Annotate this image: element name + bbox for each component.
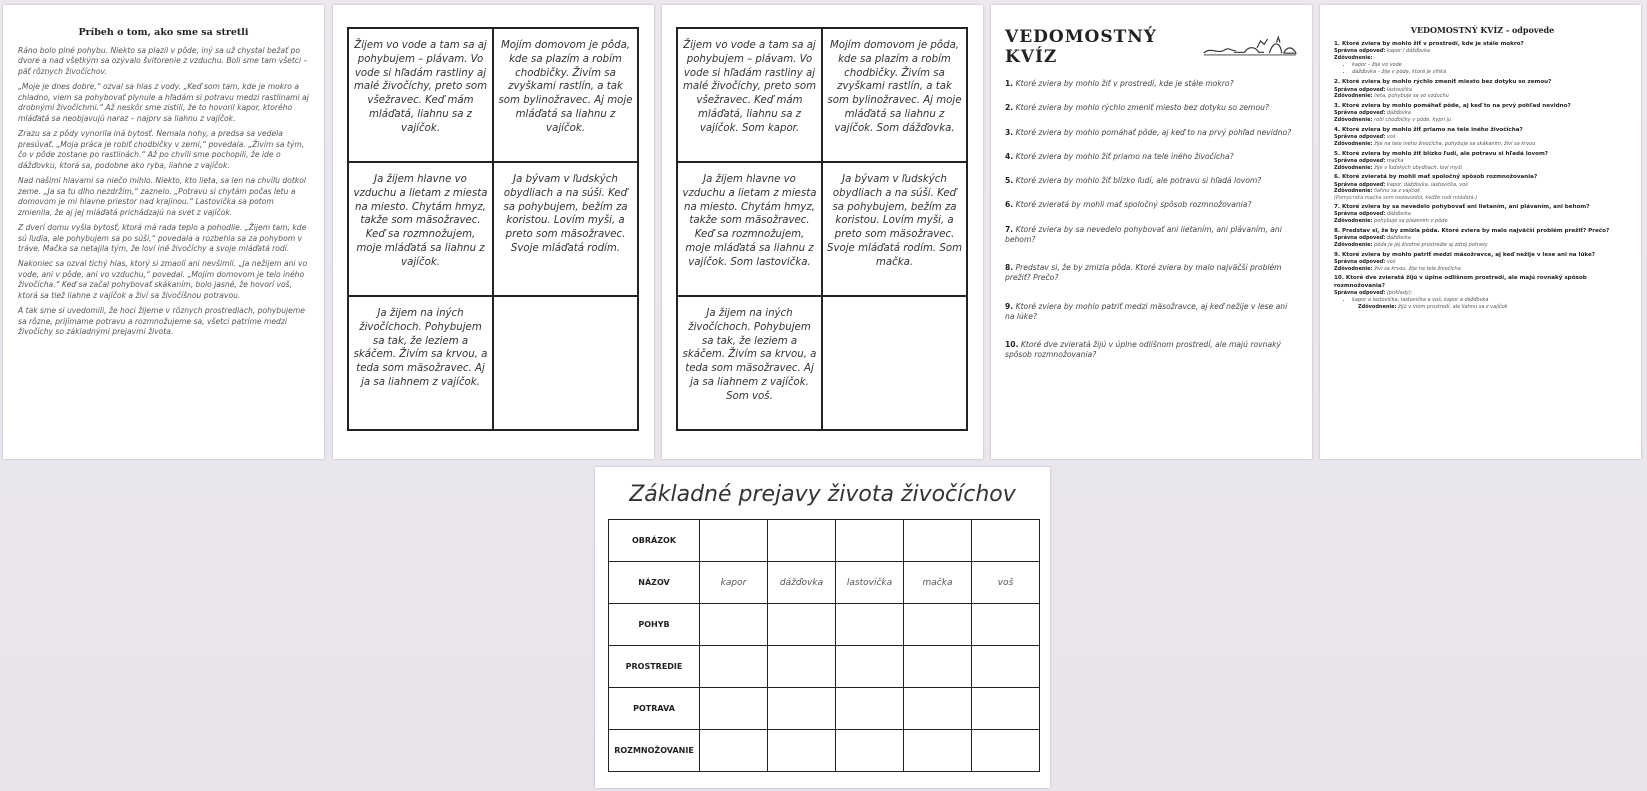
- correct-answer: [1334, 259, 1631, 266]
- answer-block: [1334, 79, 1631, 100]
- quiz-question: [1005, 302, 1298, 323]
- quiz-question: [1005, 152, 1298, 162]
- correct-value: mačka: [1386, 157, 1404, 164]
- reason-label: Zdôvodnenie:: [1334, 265, 1373, 272]
- reason: [1334, 304, 1631, 311]
- question-number: 3.: [1005, 127, 1014, 137]
- correct-label: Správna odpoveď:: [1334, 211, 1386, 218]
- reason: [1334, 165, 1631, 172]
- empty-cell: [904, 688, 972, 730]
- correct-value: voš: [1386, 134, 1396, 141]
- correct-value: kapor, dážďovka, lastovička, voš: [1386, 181, 1468, 188]
- story-title: Príbeh o tom, ako sme sa stretli: [78, 27, 249, 38]
- answer-question: 9. Ktoré zviera by mohlo patriť medzi mäsožravce, aj keď nežije v lese ani na lúke?: [1334, 251, 1596, 258]
- empty-cell: [972, 646, 1040, 688]
- correct-value: dážďovka: [1386, 235, 1411, 242]
- answers-page: [1320, 5, 1641, 459]
- answer-question: 3. Ktoré zviera by mohlo pomáhať pôde, aj keď to na prvý pohľad nevidno?: [1334, 103, 1571, 110]
- row-header: POHYB: [609, 604, 700, 646]
- animal-card: Ja žijem hlavne vo vzduchu a lietam z miesta na miesto. Chytám hmyz, takže som mäsožravec. Keď sa rozmnožujem, moje mláďatá sa liahnu z vajíčok. Som lastovička.: [677, 162, 822, 296]
- reason: [1334, 242, 1631, 249]
- reason-label: Zdôvodnenie:: [1358, 303, 1397, 310]
- question-number: 5.: [1005, 176, 1014, 185]
- table-row: [609, 688, 1040, 730]
- reason-label: Zdôvodnenie:: [1334, 93, 1373, 100]
- quiz-question: [1005, 225, 1298, 246]
- answer-question: 7. Ktoré zviera by sa nevedelo pohybovať ani lietaním, ani plávaním, ani behom?: [1334, 204, 1590, 211]
- story-paragraph: Nakoniec sa ozval tichý hlas, ktorý si zmaolí ani nevšimli. „Ja nežijem ani vo vode, ani v pôde, ani vo vzduchu,“ povedal. „Mojím domovom je telo iného živočícha.“ Keď sa začal pohybovať skákaním, bolo jasné, že hovorí voš, ktorá sa tiež liahne z vajíčok a živí sa živočíšnou potravou.: [18, 259, 308, 300]
- empty-cell: [768, 730, 836, 772]
- question-number: 4.: [1005, 151, 1014, 161]
- correct-answer: [1334, 134, 1631, 141]
- empty-cell: [768, 520, 836, 562]
- quiz-list: [1005, 79, 1298, 361]
- answer-question: 6. Ktoré zvieratá by mohli mať spoločný spôsob rozmnožovania?: [1334, 174, 1538, 181]
- correct-answer: [1334, 235, 1631, 242]
- correct-label: Správna odpoveď:: [1334, 86, 1386, 93]
- empty-cell: [904, 604, 972, 646]
- story-paragraph: A tak sme si uvedomili, že hoci žijeme v rôznych prostrediach, pohybujeme sa rôzne, prijímame potravu a rozmnožujeme sa, všetci patríme medzi živočíchy so základnými prejavmi života.: [18, 306, 305, 337]
- animal-card: Ja žijem na iných živočíchoch. Pohybujem sa tak, že leziem a skáčem. Živím sa krvou, a teda som mäsožravec. Aj ja sa liahnem z vajíčok.: [348, 296, 493, 430]
- reason-label: Zdôvodnenie:: [1334, 140, 1373, 147]
- animal-card: Ja bývam v ľudských obydliach a na súši. Keď sa pohybujem, bežím za koristou. Lovím myši, a preto som mäsožravec. Svoje mláďatá rodím. Som mačka.: [822, 162, 967, 296]
- correct-label: Správna odpoveď:: [1334, 235, 1386, 242]
- correct-answer: [1334, 48, 1631, 55]
- reason-label: Zdôvodnenie:: [1334, 241, 1373, 248]
- answer-list: [1334, 62, 1631, 77]
- answer-question: 4. Ktoré zviera by mohlo žiť priamo na tele iného živočícha?: [1334, 126, 1523, 133]
- empty-cell: [904, 646, 972, 688]
- empty-card: [493, 296, 638, 430]
- question-text: Ktoré dve zvieratá žijú v úplne odlišnom prostredí, ale majú rovnaký spôsob rozmnožovania?: [1005, 340, 1281, 360]
- answer-question: 8. Predstav si, že by zmizla pôda. Ktoré zviera by malo najväčší problém prežiť? Prečo?: [1334, 227, 1610, 234]
- answer-block: [1334, 174, 1631, 201]
- answer-question: 10. Ktoré dve zvieratá žijú v úplne odlišnom prostredí, ale majú rovnaký spôsob rozmnožovania?: [1334, 275, 1587, 289]
- empty-cell: [836, 688, 904, 730]
- cards-page: [333, 5, 654, 459]
- animal-name-cell: mačka: [904, 562, 972, 604]
- row-header: PROSTREDIE: [609, 646, 700, 688]
- question-text: Ktoré zviera by sa nevedelo pohybovať ani lietaním, ani plávaním, ani behom?: [1005, 224, 1282, 244]
- animal-name-cell: lastovička: [836, 562, 904, 604]
- empty-cell: [904, 730, 972, 772]
- story-paragraph: Zrazu sa z pôdy vynorila iná bytosť. Nemala nohy, a predsa sa vedela presúvať. „Moja práca je robiť chodbičky v zemi,“ povedala. „Živím sa tým, čo v pôde zostane po rastlinách.“ Až po chvíli sme pochopili, že ide o dážďovku, ktorá sa, podobne ako ryba, liahne z vajíčok.: [18, 129, 305, 170]
- card-grid: [347, 27, 639, 431]
- quiz-question: [1005, 200, 1298, 210]
- question-text: Ktoré zvieratá by mohli mať spoločný spôsob rozmnožovania?: [1015, 200, 1252, 210]
- table-row: [609, 604, 1040, 646]
- answer-list: [1334, 297, 1631, 304]
- cards-answers-page: [662, 5, 983, 459]
- story-paragraph: Nad našimi hlavami sa niečo mihlo. Niekto, kto lieta, sa len na chvíľu dotkol zeme. „Ja sa tu dlho nezdržím,“ zaznelo. „Potravu si chytám počas letu a domovom je mi hlavne priestor nad krajinou.“ Lastovička sa potom zmienila, že aj jej mláďatá prichádzajú na svet z vajíčok.: [18, 176, 306, 217]
- question-number: 2.: [1005, 103, 1014, 113]
- animal-card: Žijem vo vode a tam sa aj pohybujem – plávam. Vo vode si hľadám rastliny aj malé živočíchy, preto som všežravec. Keď mám mláďatá, liahnu sa z vajíčok.: [348, 28, 493, 162]
- empty-cell: [700, 646, 768, 688]
- question-number: 9.: [1005, 301, 1014, 311]
- quiz-title: VEDOMOSTNÝ KVÍZ: [1005, 27, 1157, 67]
- animal-name-cell: kapor: [700, 562, 768, 604]
- quiz-question: [1005, 340, 1298, 361]
- empty-cell: [768, 604, 836, 646]
- question-text: Ktoré zviera by mohlo pomáhať pôde, aj keď to na prvý pohľad nevidno?: [1015, 127, 1292, 137]
- correct-label: Správna odpoveď:: [1334, 48, 1386, 55]
- animal-card: Žijem vo vode a tam sa aj pohybujem – plávam. Vo vode si hľadám rastliny aj malé živočíchy, preto som všežravec. Keď mám mláďatá, liahnu sa z vajíčok. Som kapor.: [677, 28, 822, 162]
- correct-value: kapor / dážďovka: [1386, 48, 1430, 55]
- correct-label: Správna odpoveď:: [1334, 258, 1386, 265]
- correct-label: Správna odpoveď:: [1334, 289, 1386, 296]
- reason-value: robí chodbičky v pôde, kyprí ju: [1374, 117, 1452, 124]
- empty-cell: [972, 604, 1040, 646]
- table-row: [609, 646, 1040, 688]
- empty-cell: [972, 520, 1040, 562]
- reason-value: lieta, pohybuje sa vo vzduchu: [1374, 93, 1449, 100]
- reason: [1334, 93, 1631, 100]
- answer-question: 2. Ktoré zviera by mohlo rýchlo zmeniť miesto bez dotyku so zemou?: [1334, 79, 1552, 86]
- reason-value: žijú v inom prostredí, ale liahnu sa z vajíčok: [1398, 303, 1508, 310]
- row-header: ROZMNOŽOVANIE: [609, 730, 700, 772]
- table-row: [609, 730, 1040, 772]
- table-row: [609, 562, 1040, 604]
- answers-list: [1334, 41, 1631, 311]
- answer-block: [1334, 41, 1631, 76]
- answer-list-item: • kapor a lastovička, lastovička a voš, kapor a dážďovka: [1352, 297, 1631, 304]
- question-text: Ktoré zviera by mohlo žiť v prostredí, kde je stále mokro?: [1015, 79, 1234, 88]
- worksheet-page: [595, 467, 1050, 788]
- empty-cell: [904, 520, 972, 562]
- answer-block: [1334, 151, 1631, 172]
- empty-cell: [972, 688, 1040, 730]
- correct-value: dážďovka: [1386, 110, 1411, 117]
- correct-label: Správna odpoveď:: [1334, 181, 1386, 188]
- answer-question: 5. Ktoré zviera by mohlo žiť blízko ľudí, ale potravu si hľadá lovom?: [1334, 150, 1549, 157]
- quiz-header: [1005, 27, 1298, 67]
- answer-question: 1. Ktoré zviera by mohlo žiť v prostredí, kde je stále mokro?: [1334, 41, 1524, 47]
- reason-label: Zdôvodnenie:: [1334, 164, 1373, 171]
- question-number: 10.: [1005, 340, 1019, 349]
- question-text: Ktoré zviera by mohlo patriť medzi mäsožravce, aj keď nežije v lese ani na lúke?: [1005, 301, 1288, 321]
- correct-label: Správna odpoveď:: [1334, 134, 1386, 141]
- reason: [1334, 55, 1631, 62]
- quiz-question: [1005, 176, 1298, 186]
- empty-cell: [700, 688, 768, 730]
- answer-list-item: • dážďovka – žije v pôde, ktorá je vlhká: [1352, 69, 1631, 76]
- story-paragraph: Z dverí domu vyšla bytosť, ktorá má rada teplo a pohodlie. „Žijem tam, kde sú ľudia, ale pohybujem sa po súši,“ povedala a rozbehla sa za pohybom v tráve. Mačka sa netajila tým, že loví iné živočíchy a svoje mláďatá rodí.: [18, 223, 307, 253]
- correct-answer: [1334, 290, 1631, 297]
- empty-cell: [768, 688, 836, 730]
- question-text: Ktoré zviera by mohlo žiť blízko ľudí, ale potravu si hľadá lovom?: [1015, 176, 1262, 185]
- empty-cell: [836, 646, 904, 688]
- answer-block: [1334, 103, 1631, 124]
- story-page: [3, 5, 324, 459]
- question-text: Ktoré zviera by mohlo rýchlo zmeniť miesto bez dotyku so zemou?: [1015, 103, 1269, 113]
- correct-value: lastovička: [1386, 86, 1412, 93]
- animal-name-cell: dážďovka: [768, 562, 836, 604]
- empty-cell: [700, 604, 768, 646]
- answer-block: [1334, 275, 1631, 310]
- correct-value: (príklady):: [1386, 289, 1413, 296]
- card-grid: [676, 27, 968, 431]
- reason-label: Zdôvodnenie:: [1334, 218, 1373, 225]
- reason-label: Zdôvodnenie:: [1334, 188, 1373, 195]
- reason-value: pôda je jej životné prostredie aj zdroj potravy: [1374, 241, 1488, 248]
- reason-value: živí sa krvou, žije na tele živočícha: [1374, 265, 1461, 272]
- empty-card: [822, 296, 967, 430]
- reason-label: Zdôvodnenie:: [1334, 117, 1373, 124]
- reason: [1334, 117, 1631, 124]
- story-paragraph: Ráno bolo plné pohybu. Niekto sa plazil v pôde, iný sa už chystal bežať po dvore a nad všetkým sa ozývalo švitorenie z vzduchu. Boli sme tam všetci – päť rôznych živočíchov.: [18, 46, 308, 76]
- answer-block: [1334, 228, 1631, 249]
- animal-card: Mojím domovom je pôda, kde sa plazím a robím chodbičky. Živím sa zvyškami rastlín, a tak som bylinožravec. Aj moje mláďatá sa liahnu z vajíčok.: [493, 28, 638, 162]
- question-number: 7.: [1005, 224, 1014, 234]
- answer-list-item: • kapor – žije vo vode: [1352, 62, 1631, 69]
- empty-cell: [972, 730, 1040, 772]
- table-row: [609, 520, 1040, 562]
- correct-value: dážďovka: [1386, 211, 1411, 218]
- question-text: Predstav si, že by zmizla pôda. Ktoré zviera by malo najväčší problém prežiť? Prečo?: [1005, 263, 1282, 283]
- worksheet-title: Základné prejavy života živočíchov: [629, 482, 1016, 507]
- empty-cell: [836, 730, 904, 772]
- reason-value: pohybuje sa plazením v pôde: [1374, 218, 1448, 225]
- empty-cell: [836, 604, 904, 646]
- reason: [1334, 266, 1631, 273]
- worksheet-table: [608, 519, 1040, 772]
- animal-card: Ja bývam v ľudských obydliach a na súši. Keď sa pohybujem, bežím za koristou. Lovím myši, a preto som mäsožravec. Svoje mláďatá rodím.: [493, 162, 638, 296]
- question-number: 1.: [1005, 79, 1014, 88]
- answer-block: [1334, 204, 1631, 225]
- answer-note: (Pomocníka mačka som nezaviedol, keďže rodí mláďatá.): [1334, 195, 1478, 202]
- answer-block: [1334, 127, 1631, 148]
- question-text: Ktoré zviera by mohlo žiť priamo na tele iného živočícha?: [1015, 151, 1234, 161]
- empty-cell: [700, 520, 768, 562]
- animals-doodle-icon: [1202, 34, 1298, 60]
- quiz-question: [1005, 79, 1298, 89]
- quiz-question: [1005, 103, 1298, 113]
- row-header: OBRÁZOK: [609, 520, 700, 562]
- reason-value: žije v ľudských obydliach, loví myši: [1374, 164, 1462, 171]
- reason-value: liahnu sa z vajíčok: [1374, 188, 1421, 195]
- animal-card: Ja žijem na iných živočíchoch. Pohybujem sa tak, že leziem a skáčem. Živím sa krvou, a teda som mäsožravec. Aj ja sa liahnem z vajíčok. Som voš.: [677, 296, 822, 430]
- question-number: 6.: [1005, 200, 1014, 210]
- empty-cell: [768, 646, 836, 688]
- correct-label: Správna odpoveď:: [1334, 110, 1386, 117]
- quiz-question: [1005, 128, 1298, 138]
- answer-block: [1334, 252, 1631, 273]
- animal-name-cell: voš: [972, 562, 1040, 604]
- reason-label: Zdôvodnenie:: [1334, 55, 1373, 62]
- empty-cell: [836, 520, 904, 562]
- story-body: [18, 46, 309, 338]
- row-header: NÁZOV: [609, 562, 700, 604]
- correct-value: voš: [1386, 258, 1396, 265]
- reason: [1334, 218, 1631, 225]
- quiz-question: [1005, 263, 1298, 284]
- correct-answer: [1334, 158, 1631, 165]
- row-header: POTRAVA: [609, 688, 700, 730]
- reason-value: žije na tele iného živočícha, pohybuje sa skákaním, živí sa krvou: [1374, 140, 1536, 147]
- answers-title: VEDOMOSTNÝ KVÍZ - odpovede: [1410, 25, 1555, 35]
- story-paragraph: „Moje je dnes dobre,“ ozval sa hlas z vody. „Keď som tam, kde je mokro a chladno, viem sa pohybovať plynule a hľadám si potravu medzi rastlinami aj drobnými živočíchmi.“ Až neskôr sme zistili, že to hovoril kapor, ktorého mláďatá sa neobjavujú naraz – najprv sa liahnu z vajíčok.: [18, 82, 309, 123]
- question-number: 8.: [1005, 263, 1014, 272]
- quiz-page: [991, 5, 1312, 459]
- correct-label: Správna odpoveď:: [1334, 157, 1386, 164]
- reason: [1334, 141, 1631, 148]
- animal-card: Mojím domovom je pôda, kde sa plazím a robím chodbičky. Živím sa zvyškami rastlín, a tak som bylinožravec. Aj moje mláďatá sa liahnu z vajíčok. Som dážďovka.: [822, 28, 967, 162]
- animal-card: Ja žijem hlavne vo vzduchu a lietam z miesta na miesto. Chytám hmyz, takže som mäsožravec. Keď sa rozmnožujem, moje mláďatá sa liahnu z vajíčok.: [348, 162, 493, 296]
- empty-cell: [700, 730, 768, 772]
